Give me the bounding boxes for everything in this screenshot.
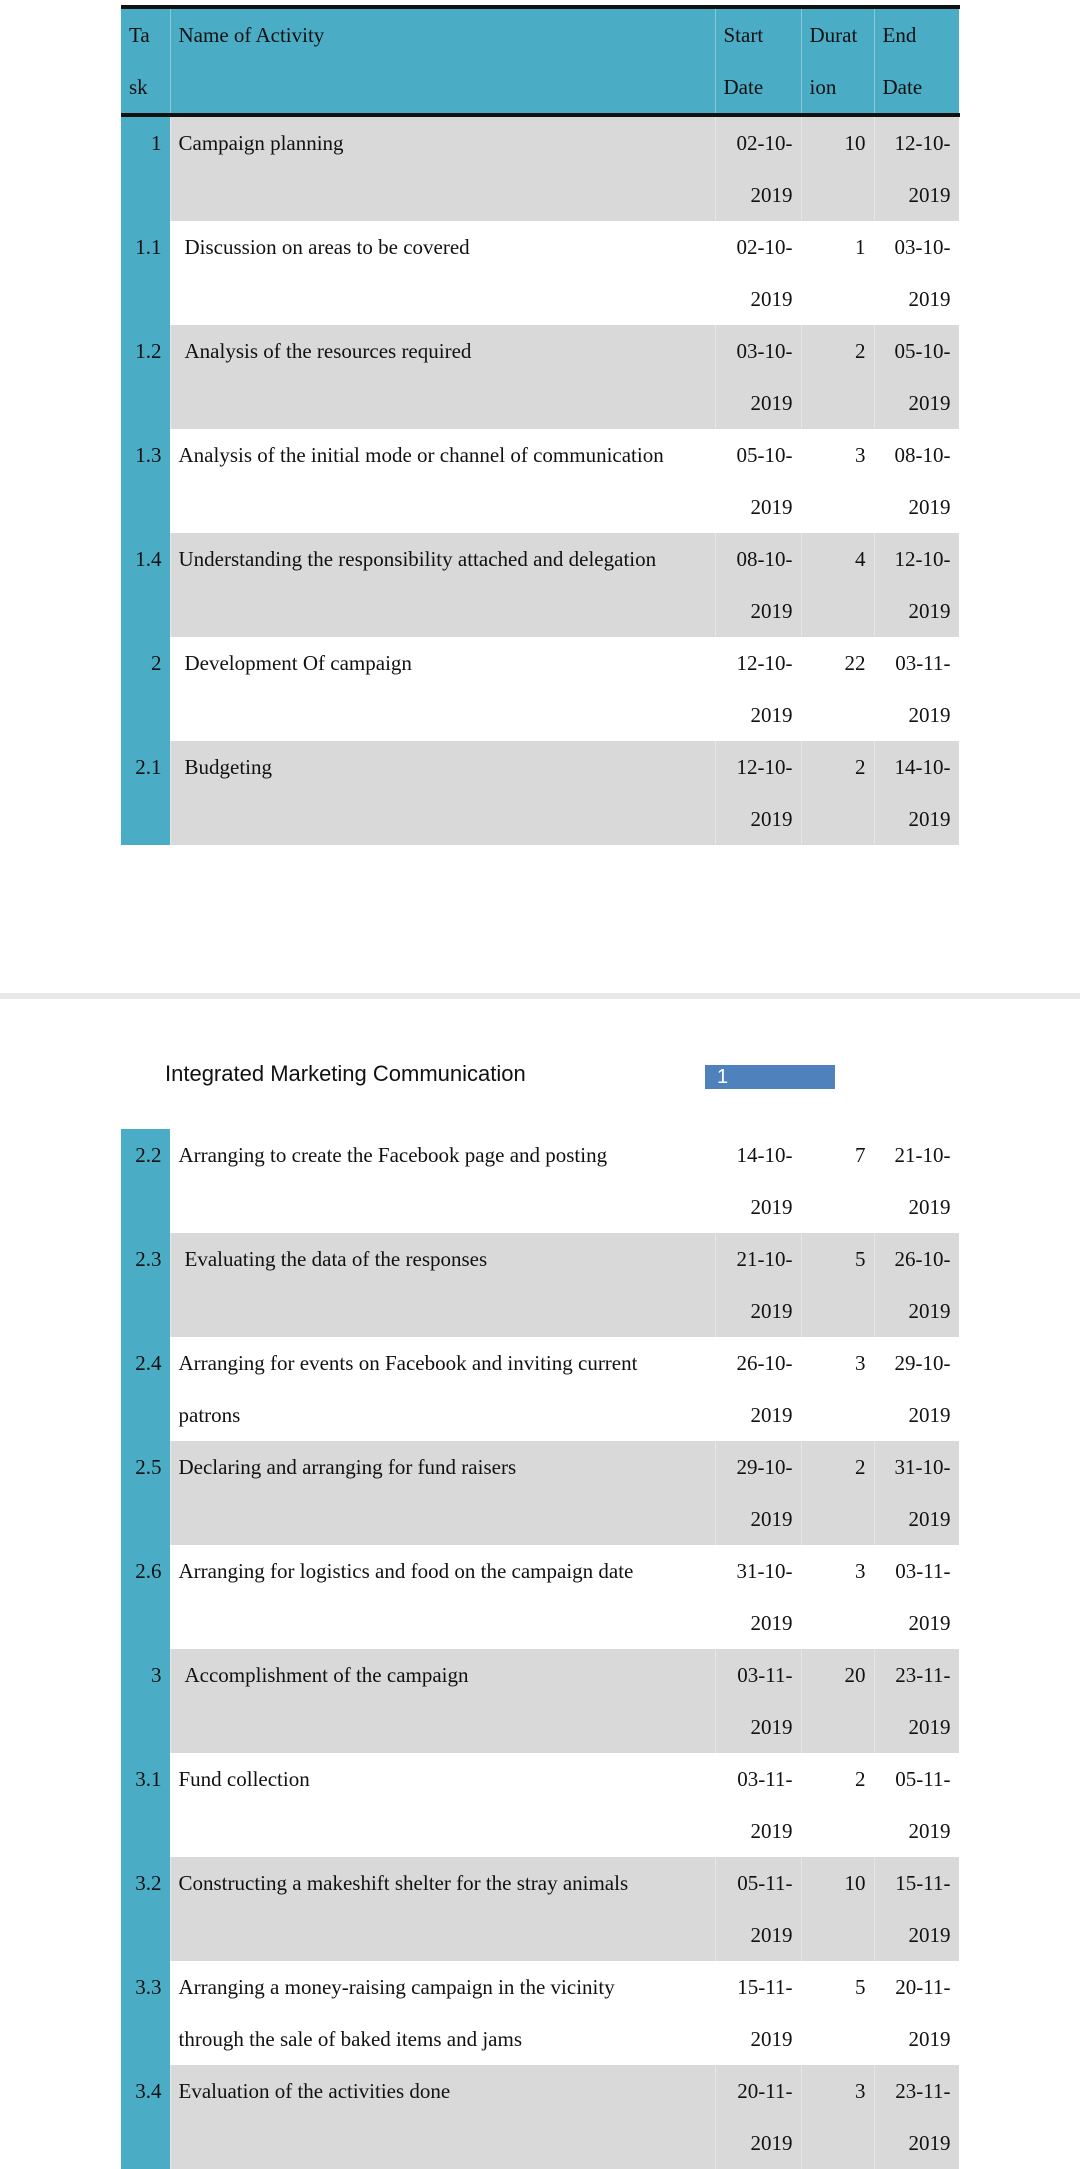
activity-name: Development Of campaign xyxy=(170,637,715,741)
table-row xyxy=(121,1649,959,1753)
table-row xyxy=(121,1337,959,1441)
duration: 5 xyxy=(801,1961,874,2065)
duration: 20 xyxy=(801,1649,874,1753)
col-header-duration: Durat ion xyxy=(801,7,874,115)
duration: 2 xyxy=(801,741,874,845)
activity-name: Fund collection xyxy=(170,1753,715,1857)
activity-name: Discussion on areas to be covered xyxy=(170,221,715,325)
duration: 1 xyxy=(801,221,874,325)
table-row xyxy=(121,115,959,221)
activity-name: Campaign planning xyxy=(170,115,715,221)
start-date: 08-10- 2019 xyxy=(715,533,801,637)
start-date: 31-10- 2019 xyxy=(715,1545,801,1649)
activity-name: Analysis of the initial mode or channel of communication xyxy=(170,429,715,533)
end-date: 29-10- 2019 xyxy=(874,1337,959,1441)
end-date: 05-11- 2019 xyxy=(874,1753,959,1857)
task-id: 1.1 xyxy=(121,221,170,325)
end-date: 26-10- 2019 xyxy=(874,1233,959,1337)
activity-name: Evaluation of the activities done xyxy=(170,2065,715,2169)
start-date: 05-10- 2019 xyxy=(715,429,801,533)
duration: 22 xyxy=(801,637,874,741)
task-id: 2.4 xyxy=(121,1337,170,1441)
task-id: 2.3 xyxy=(121,1233,170,1337)
start-date: 20-11- 2019 xyxy=(715,2065,801,2169)
end-date: 23-11- 2019 xyxy=(874,2065,959,2169)
end-date: 03-11- 2019 xyxy=(874,637,959,741)
activity-name: Analysis of the resources required xyxy=(170,325,715,429)
table-row xyxy=(121,1961,959,2065)
activity-name: Understanding the responsibility attached and delegation xyxy=(170,533,715,637)
task-id: 2.6 xyxy=(121,1545,170,1649)
start-date: 29-10- 2019 xyxy=(715,1441,801,1545)
activity-name: Budgeting xyxy=(170,741,715,845)
page-header-title: Integrated Marketing Communication xyxy=(165,1061,526,1086)
duration: 10 xyxy=(801,1857,874,1961)
start-date: 03-10- 2019 xyxy=(715,325,801,429)
task-id: 3 xyxy=(121,1649,170,1753)
duration: 2 xyxy=(801,325,874,429)
end-date: 23-11- 2019 xyxy=(874,1649,959,1753)
start-date: 14-10- 2019 xyxy=(715,1129,801,1233)
start-date: 03-11- 2019 xyxy=(715,1753,801,1857)
table-row xyxy=(121,2065,959,2169)
table-row xyxy=(121,741,959,845)
duration: 3 xyxy=(801,429,874,533)
page-number-badge: 1 xyxy=(705,1065,835,1089)
table-row xyxy=(121,1441,959,1545)
task-id: 2.5 xyxy=(121,1441,170,1545)
table-row xyxy=(121,325,959,429)
col-header-name: Name of Activity xyxy=(170,7,715,115)
start-date: 21-10- 2019 xyxy=(715,1233,801,1337)
task-id: 3.4 xyxy=(121,2065,170,2169)
duration: 10 xyxy=(801,115,874,221)
table-header-row xyxy=(121,7,959,115)
duration: 5 xyxy=(801,1233,874,1337)
table-row xyxy=(121,1857,959,1961)
table-row xyxy=(121,1233,959,1337)
table-row xyxy=(121,1753,959,1857)
table-row xyxy=(121,221,959,325)
duration: 3 xyxy=(801,1545,874,1649)
schedule-table-part-1 xyxy=(121,5,960,845)
activity-name: Arranging for events on Facebook and inviting current patrons xyxy=(170,1337,715,1441)
table-row xyxy=(121,533,959,637)
task-id: 1 xyxy=(121,115,170,221)
table-row xyxy=(121,429,959,533)
start-date: 05-11- 2019 xyxy=(715,1857,801,1961)
activity-name: Arranging to create the Facebook page and posting xyxy=(170,1129,715,1233)
task-id: 1.4 xyxy=(121,533,170,637)
task-id: 2.1 xyxy=(121,741,170,845)
start-date: 15-11- 2019 xyxy=(715,1961,801,2065)
duration: 2 xyxy=(801,1441,874,1545)
end-date: 08-10- 2019 xyxy=(874,429,959,533)
table-row xyxy=(121,1129,959,1233)
start-date: 02-10- 2019 xyxy=(715,221,801,325)
start-date: 12-10- 2019 xyxy=(715,637,801,741)
end-date: 20-11- 2019 xyxy=(874,1961,959,2065)
end-date: 12-10- 2019 xyxy=(874,533,959,637)
task-id: 2 xyxy=(121,637,170,741)
start-date: 03-11- 2019 xyxy=(715,1649,801,1753)
schedule-table-part-2 xyxy=(121,1129,960,2169)
activity-name: Accomplishment of the campaign xyxy=(170,1649,715,1753)
duration: 4 xyxy=(801,533,874,637)
start-date: 12-10- 2019 xyxy=(715,741,801,845)
task-id: 2.2 xyxy=(121,1129,170,1233)
activity-name: Arranging for logistics and food on the campaign date xyxy=(170,1545,715,1649)
duration: 3 xyxy=(801,1337,874,1441)
end-date: 03-11- 2019 xyxy=(874,1545,959,1649)
activity-name: Constructing a makeshift shelter for the stray animals xyxy=(170,1857,715,1961)
duration: 3 xyxy=(801,2065,874,2169)
end-date: 12-10- 2019 xyxy=(874,115,959,221)
task-id: 3.1 xyxy=(121,1753,170,1857)
end-date: 03-10- 2019 xyxy=(874,221,959,325)
start-date: 02-10- 2019 xyxy=(715,115,801,221)
duration: 7 xyxy=(801,1129,874,1233)
page-one xyxy=(0,0,1080,995)
start-date: 26-10- 2019 xyxy=(715,1337,801,1441)
activity-name: Evaluating the data of the responses xyxy=(170,1233,715,1337)
task-id: 1.2 xyxy=(121,325,170,429)
page-two xyxy=(0,999,1080,2160)
task-id: 3.3 xyxy=(121,1961,170,2065)
activity-name: Arranging a money-raising campaign in the vicinity through the sale of baked items and jams xyxy=(170,1961,715,2065)
end-date: 31-10- 2019 xyxy=(874,1441,959,1545)
col-header-end: End Date xyxy=(874,7,959,115)
col-header-start: Start Date xyxy=(715,7,801,115)
task-id: 1.3 xyxy=(121,429,170,533)
duration: 2 xyxy=(801,1753,874,1857)
col-header-task: Ta sk xyxy=(121,7,170,115)
end-date: 05-10- 2019 xyxy=(874,325,959,429)
table-row xyxy=(121,1545,959,1649)
end-date: 21-10- 2019 xyxy=(874,1129,959,1233)
activity-name: Declaring and arranging for fund raisers xyxy=(170,1441,715,1545)
end-date: 15-11- 2019 xyxy=(874,1857,959,1961)
table-row xyxy=(121,637,959,741)
end-date: 14-10- 2019 xyxy=(874,741,959,845)
task-id: 3.2 xyxy=(121,1857,170,1961)
